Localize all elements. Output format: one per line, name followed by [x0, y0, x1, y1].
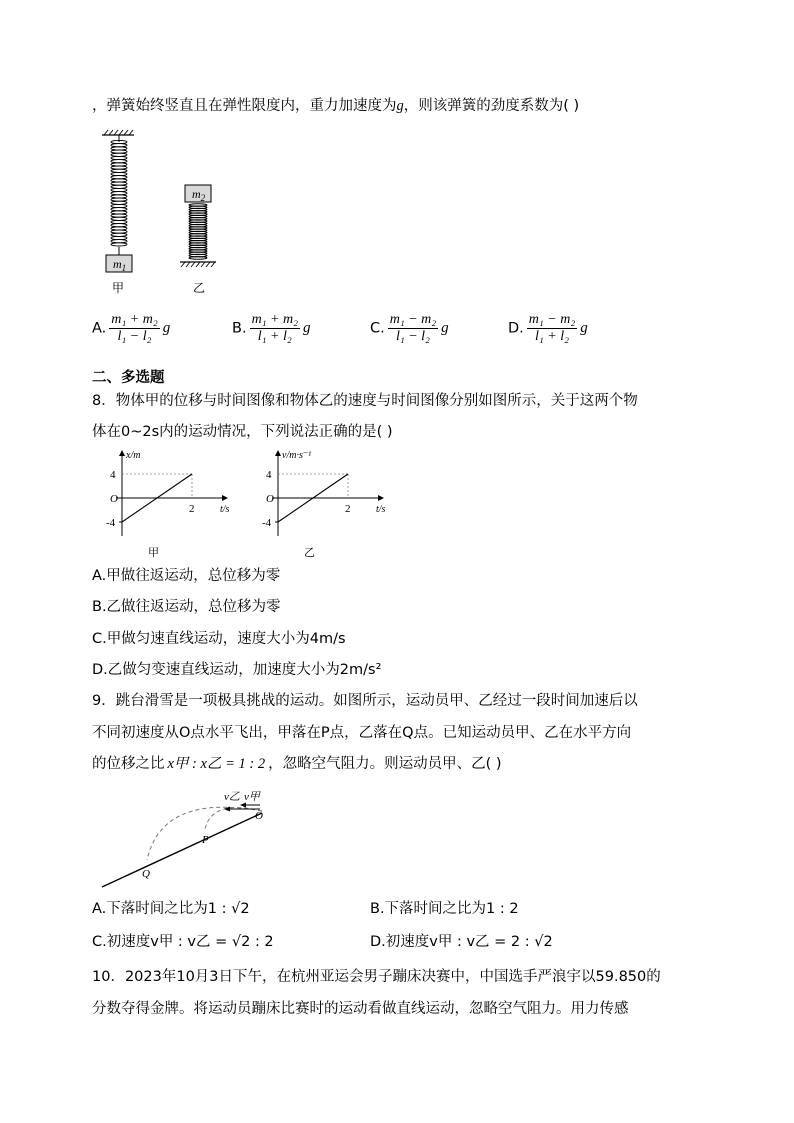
label-jia: 甲 — [112, 281, 125, 295]
q8-stem-line2: 体在0~2s内的运动情况，下列说法正确的是( ) — [92, 424, 393, 440]
x-axis-arrow-0 — [222, 495, 228, 501]
y-tick-top-0: 4 — [110, 469, 116, 481]
point-o-label: O — [255, 810, 263, 822]
q9-ratio: x甲 : x乙 = 1 : 2 — [167, 756, 266, 772]
x-axis-arrow-1 — [378, 495, 384, 501]
q10-stem-line1: 10．2023年10月3日下午，在杭州亚运会男子蹦床决赛中，中国选手严浪宇以59.850的 — [92, 969, 661, 985]
q8-option-b[interactable]: B.乙做往返运动，总位移为零 — [92, 599, 281, 615]
q7-stem: ，弹簧始终竖直且在弹性限度内，重力加速度为g，则该弹簧的劲度系数为( ) — [92, 98, 580, 114]
q9-option-d[interactable]: D.初速度v甲 : v乙 = 2 : √2 — [370, 934, 553, 950]
q8-option-a[interactable]: A.甲做往返运动，总位移为零 — [92, 568, 281, 584]
q9-option-b[interactable]: B.下落时间之比为1 : 2 — [370, 901, 519, 917]
chart-jia — [92, 448, 237, 560]
x-label-1: t/s — [376, 504, 386, 515]
v-jia-label: v甲 — [244, 791, 260, 803]
y-tick-top-1: 4 — [266, 469, 272, 481]
point-p-label: P — [202, 834, 209, 846]
hanging-spring — [111, 135, 127, 255]
q9-option-c[interactable]: C.初速度v甲 : v乙 = √2 : 2 — [92, 934, 274, 950]
q8-option-c[interactable]: C.甲做匀速直线运动，速度大小为4m/s — [92, 631, 346, 647]
g-symbol: g — [396, 98, 404, 114]
q9-slope-figure — [92, 785, 282, 890]
q8-stem-line1: 8．物体甲的位移与时间图像和物体乙的速度与时间图像分别如图所示，关于这两个物 — [92, 393, 638, 409]
q10-stem-line2: 分数夺得金牌。将运动员蹦床比赛时的运动看做直线运动，忽略空气阻力。用力传感 — [92, 1001, 629, 1017]
origin-label-1: O — [266, 493, 274, 505]
y-tick-bottom-0: -4 — [106, 517, 116, 529]
y-axis-arrow-1 — [275, 450, 281, 456]
q9-stem-line3: 的位移之比 x甲 : x乙 = 1 : 2 ，忽略空气阻力。则运动员甲、乙( ) — [92, 756, 502, 772]
point-q-label: Q — [142, 868, 150, 880]
q9-stem-line1: 9．跳台滑雪是一项极具挑战的运动。如图所示，运动员甲、乙经过一段时间加速后以 — [92, 693, 638, 709]
v-yi-label: v乙 — [224, 791, 240, 803]
x-label-0: t/s — [220, 504, 230, 515]
q7-option-a[interactable]: A. $\frac{\text{m₁ + m₂}}{\text{l₁ − l₂}}$ g — [92, 312, 171, 344]
origin-label-0: O — [110, 493, 118, 505]
y-axis-arrow-0 — [119, 450, 125, 456]
y-label-1: v/m·s⁻¹ — [282, 450, 312, 461]
q9-option-a[interactable]: A.下落时间之比为1 : √2 — [92, 901, 250, 917]
q7-option-b[interactable]: B. $\frac{\text{m₁ + m₂}}{\text{l₁ + l₂}}$ g — [232, 312, 311, 344]
q7-spring-figure — [92, 128, 232, 300]
m1-label: $m_1$ — [113, 257, 127, 273]
chart-title-0: 甲 — [148, 547, 159, 559]
x-tick-1: 2 — [345, 503, 351, 515]
x-tick-0: 2 — [189, 503, 195, 515]
q9-stem-line2: 不同初速度从O点水平飞出，甲落在P点，乙落在Q点。已知运动员甲、乙在水平方向 — [92, 725, 632, 741]
chart-yi — [248, 448, 393, 560]
q7-option-d[interactable]: D. $\frac{\text{m₁ − m₂}}{\text{l₁ + l₂}}$ g — [508, 312, 588, 344]
y-label-0: x/m — [126, 450, 141, 461]
compressed-spring — [189, 204, 207, 260]
q8-option-d[interactable]: D.乙做匀变速直线运动，加速度大小为2m/s² — [92, 662, 382, 678]
m2-label: $m_2$ — [192, 187, 206, 203]
chart-title-1: 乙 — [304, 547, 315, 559]
section-title: 二、多选题 — [92, 370, 165, 386]
q7-option-c[interactable]: C. $\frac{\text{m₁ − m₂}}{\text{l₁ − l₂}}$ g — [370, 312, 449, 344]
label-yi: 乙 — [193, 281, 206, 295]
y-tick-bottom-1: -4 — [262, 517, 272, 529]
